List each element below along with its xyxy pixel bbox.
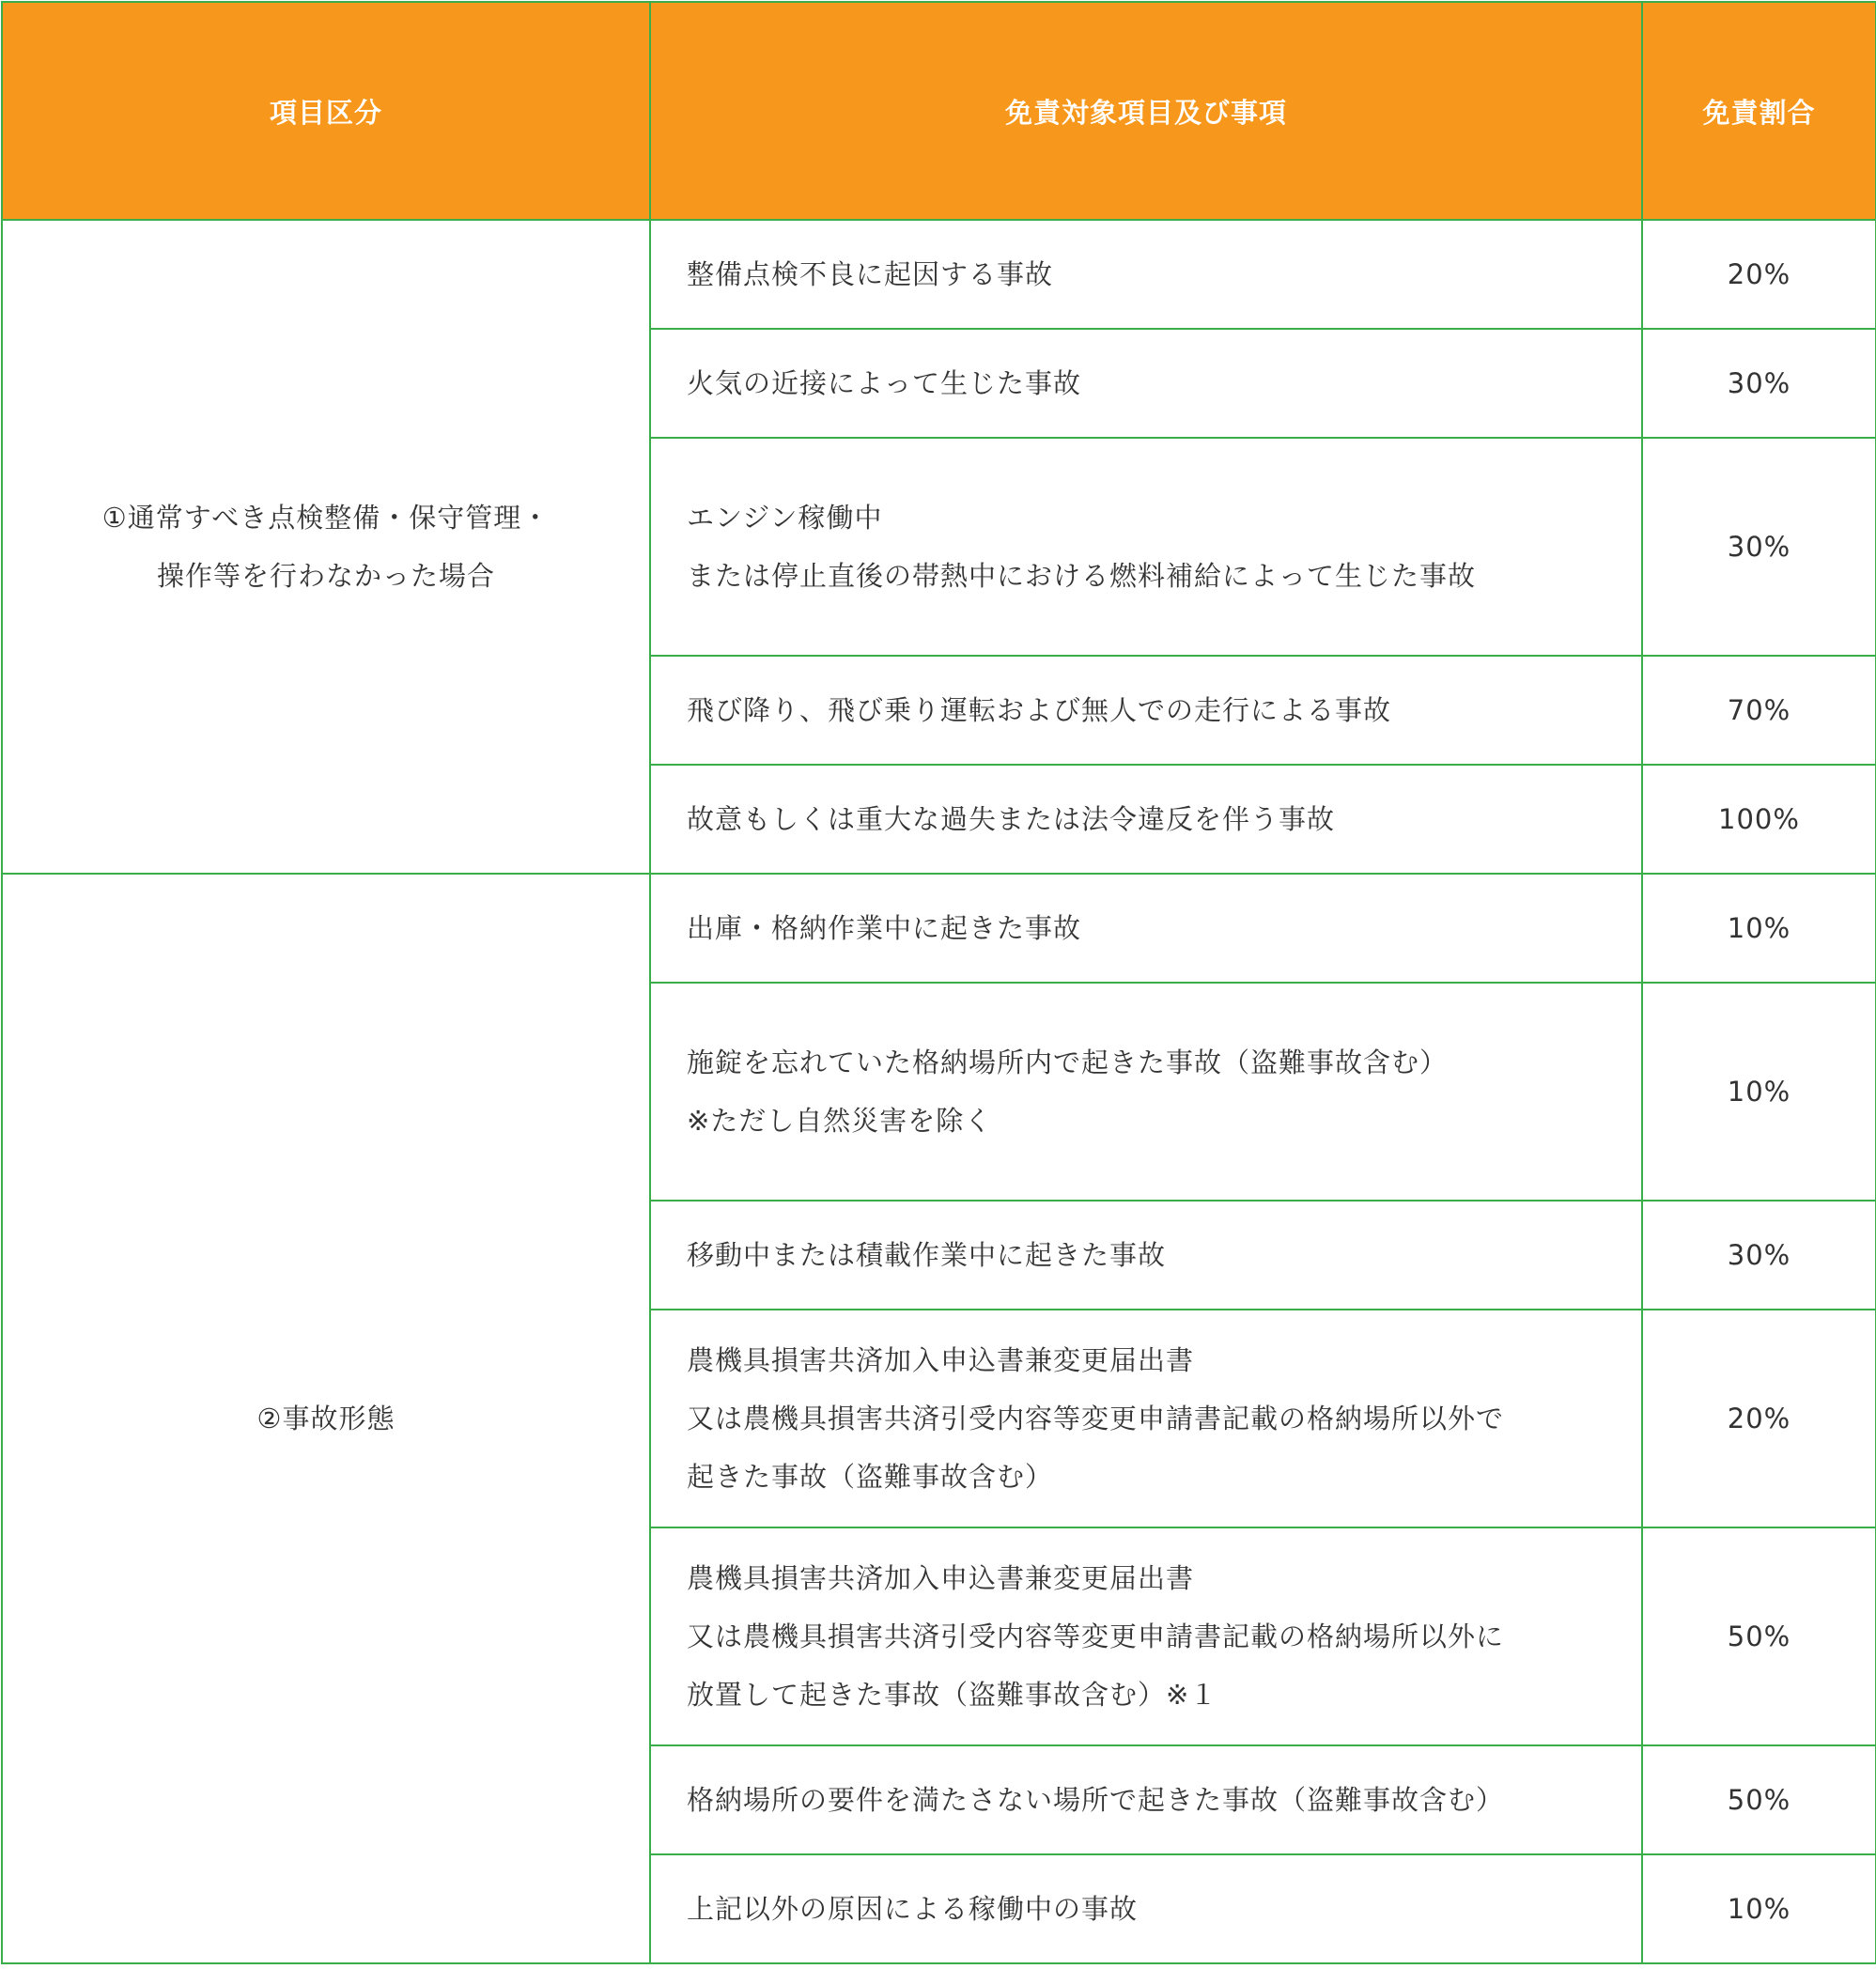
header-rate: 免責割合 xyxy=(1642,2,1876,220)
item-cell xyxy=(650,1854,1642,1963)
rate-cell: 30% xyxy=(1642,438,1876,656)
item-cell xyxy=(650,1201,1642,1310)
rate-cell: 10% xyxy=(1642,1854,1876,1963)
item-line: 上記以外の原因による稼働中の事故 xyxy=(687,1893,1139,1925)
item-line: 施錠を忘れていた格納場所内で起きた事故（盗難事故含む） xyxy=(687,1047,1449,1078)
item-cell xyxy=(650,438,1642,656)
item-line: 又は農機具損害共済引受内容等変更申請書記載の格納場所以外で xyxy=(687,1403,1505,1434)
rate-cell: 10% xyxy=(1642,874,1876,983)
header-item: 免責対象項目及び事項 xyxy=(650,2,1642,220)
category-cell-1 xyxy=(2,220,650,874)
item-line: ※ただし自然災害を除く xyxy=(687,1105,993,1137)
exemption-table xyxy=(1,1,1876,1964)
item-cell xyxy=(650,874,1642,983)
table-row xyxy=(2,220,1876,329)
rate-cell: 20% xyxy=(1642,1310,1876,1527)
item-cell xyxy=(650,765,1642,874)
item-line: 故意もしくは重大な過失または法令違反を伴う事故 xyxy=(687,803,1336,835)
item-cell xyxy=(650,329,1642,438)
header-category: 項目区分 xyxy=(2,2,650,220)
table-row xyxy=(2,874,1876,983)
item-cell xyxy=(650,1527,1642,1745)
header-row xyxy=(2,2,1876,220)
item-cell xyxy=(650,1745,1642,1854)
item-line: 放置して起きた事故（盗難事故含む）※１ xyxy=(687,1679,1218,1711)
rate-cell: 70% xyxy=(1642,656,1876,765)
category-cell-2 xyxy=(2,874,650,1963)
item-cell xyxy=(650,1310,1642,1527)
item-line: 飛び降り、飛び乗り運転および無人での走行による事故 xyxy=(687,694,1392,726)
item-line: 農機具損害共済加入申込書兼変更届出書 xyxy=(687,1562,1195,1594)
item-line: 出庫・格納作業中に起きた事故 xyxy=(687,912,1082,944)
item-line: エンジン稼働中 xyxy=(687,502,883,534)
item-line: 農機具損害共済加入申込書兼変更届出書 xyxy=(687,1344,1195,1376)
rate-cell: 100% xyxy=(1642,765,1876,874)
rate-cell: 10% xyxy=(1642,983,1876,1201)
item-line: または停止直後の帯熱中における燃料補給によって生じた事故 xyxy=(687,560,1477,592)
item-line: 又は農機具損害共済引受内容等変更申請書記載の格納場所以外に xyxy=(687,1620,1505,1652)
item-line: 起きた事故（盗難事故含む） xyxy=(687,1461,1054,1493)
item-cell xyxy=(650,220,1642,329)
rate-cell: 20% xyxy=(1642,220,1876,329)
rate-cell: 30% xyxy=(1642,1201,1876,1310)
item-line: 整備点検不良に起因する事故 xyxy=(687,258,1054,290)
category-line: ①通常すべき点検整備・保守管理・ xyxy=(101,502,550,534)
item-line: 格納場所の要件を満たさない場所で起きた事故（盗難事故含む） xyxy=(687,1784,1505,1816)
item-cell xyxy=(650,983,1642,1201)
category-line: ②事故形態 xyxy=(256,1403,395,1434)
item-line: 移動中または積載作業中に起きた事故 xyxy=(687,1239,1167,1271)
rate-cell: 30% xyxy=(1642,329,1876,438)
rate-cell: 50% xyxy=(1642,1527,1876,1745)
item-line: 火気の近接によって生じた事故 xyxy=(687,367,1082,399)
rate-cell: 50% xyxy=(1642,1745,1876,1854)
item-cell xyxy=(650,656,1642,765)
category-line: 操作等を行わなかった場合 xyxy=(156,560,495,592)
